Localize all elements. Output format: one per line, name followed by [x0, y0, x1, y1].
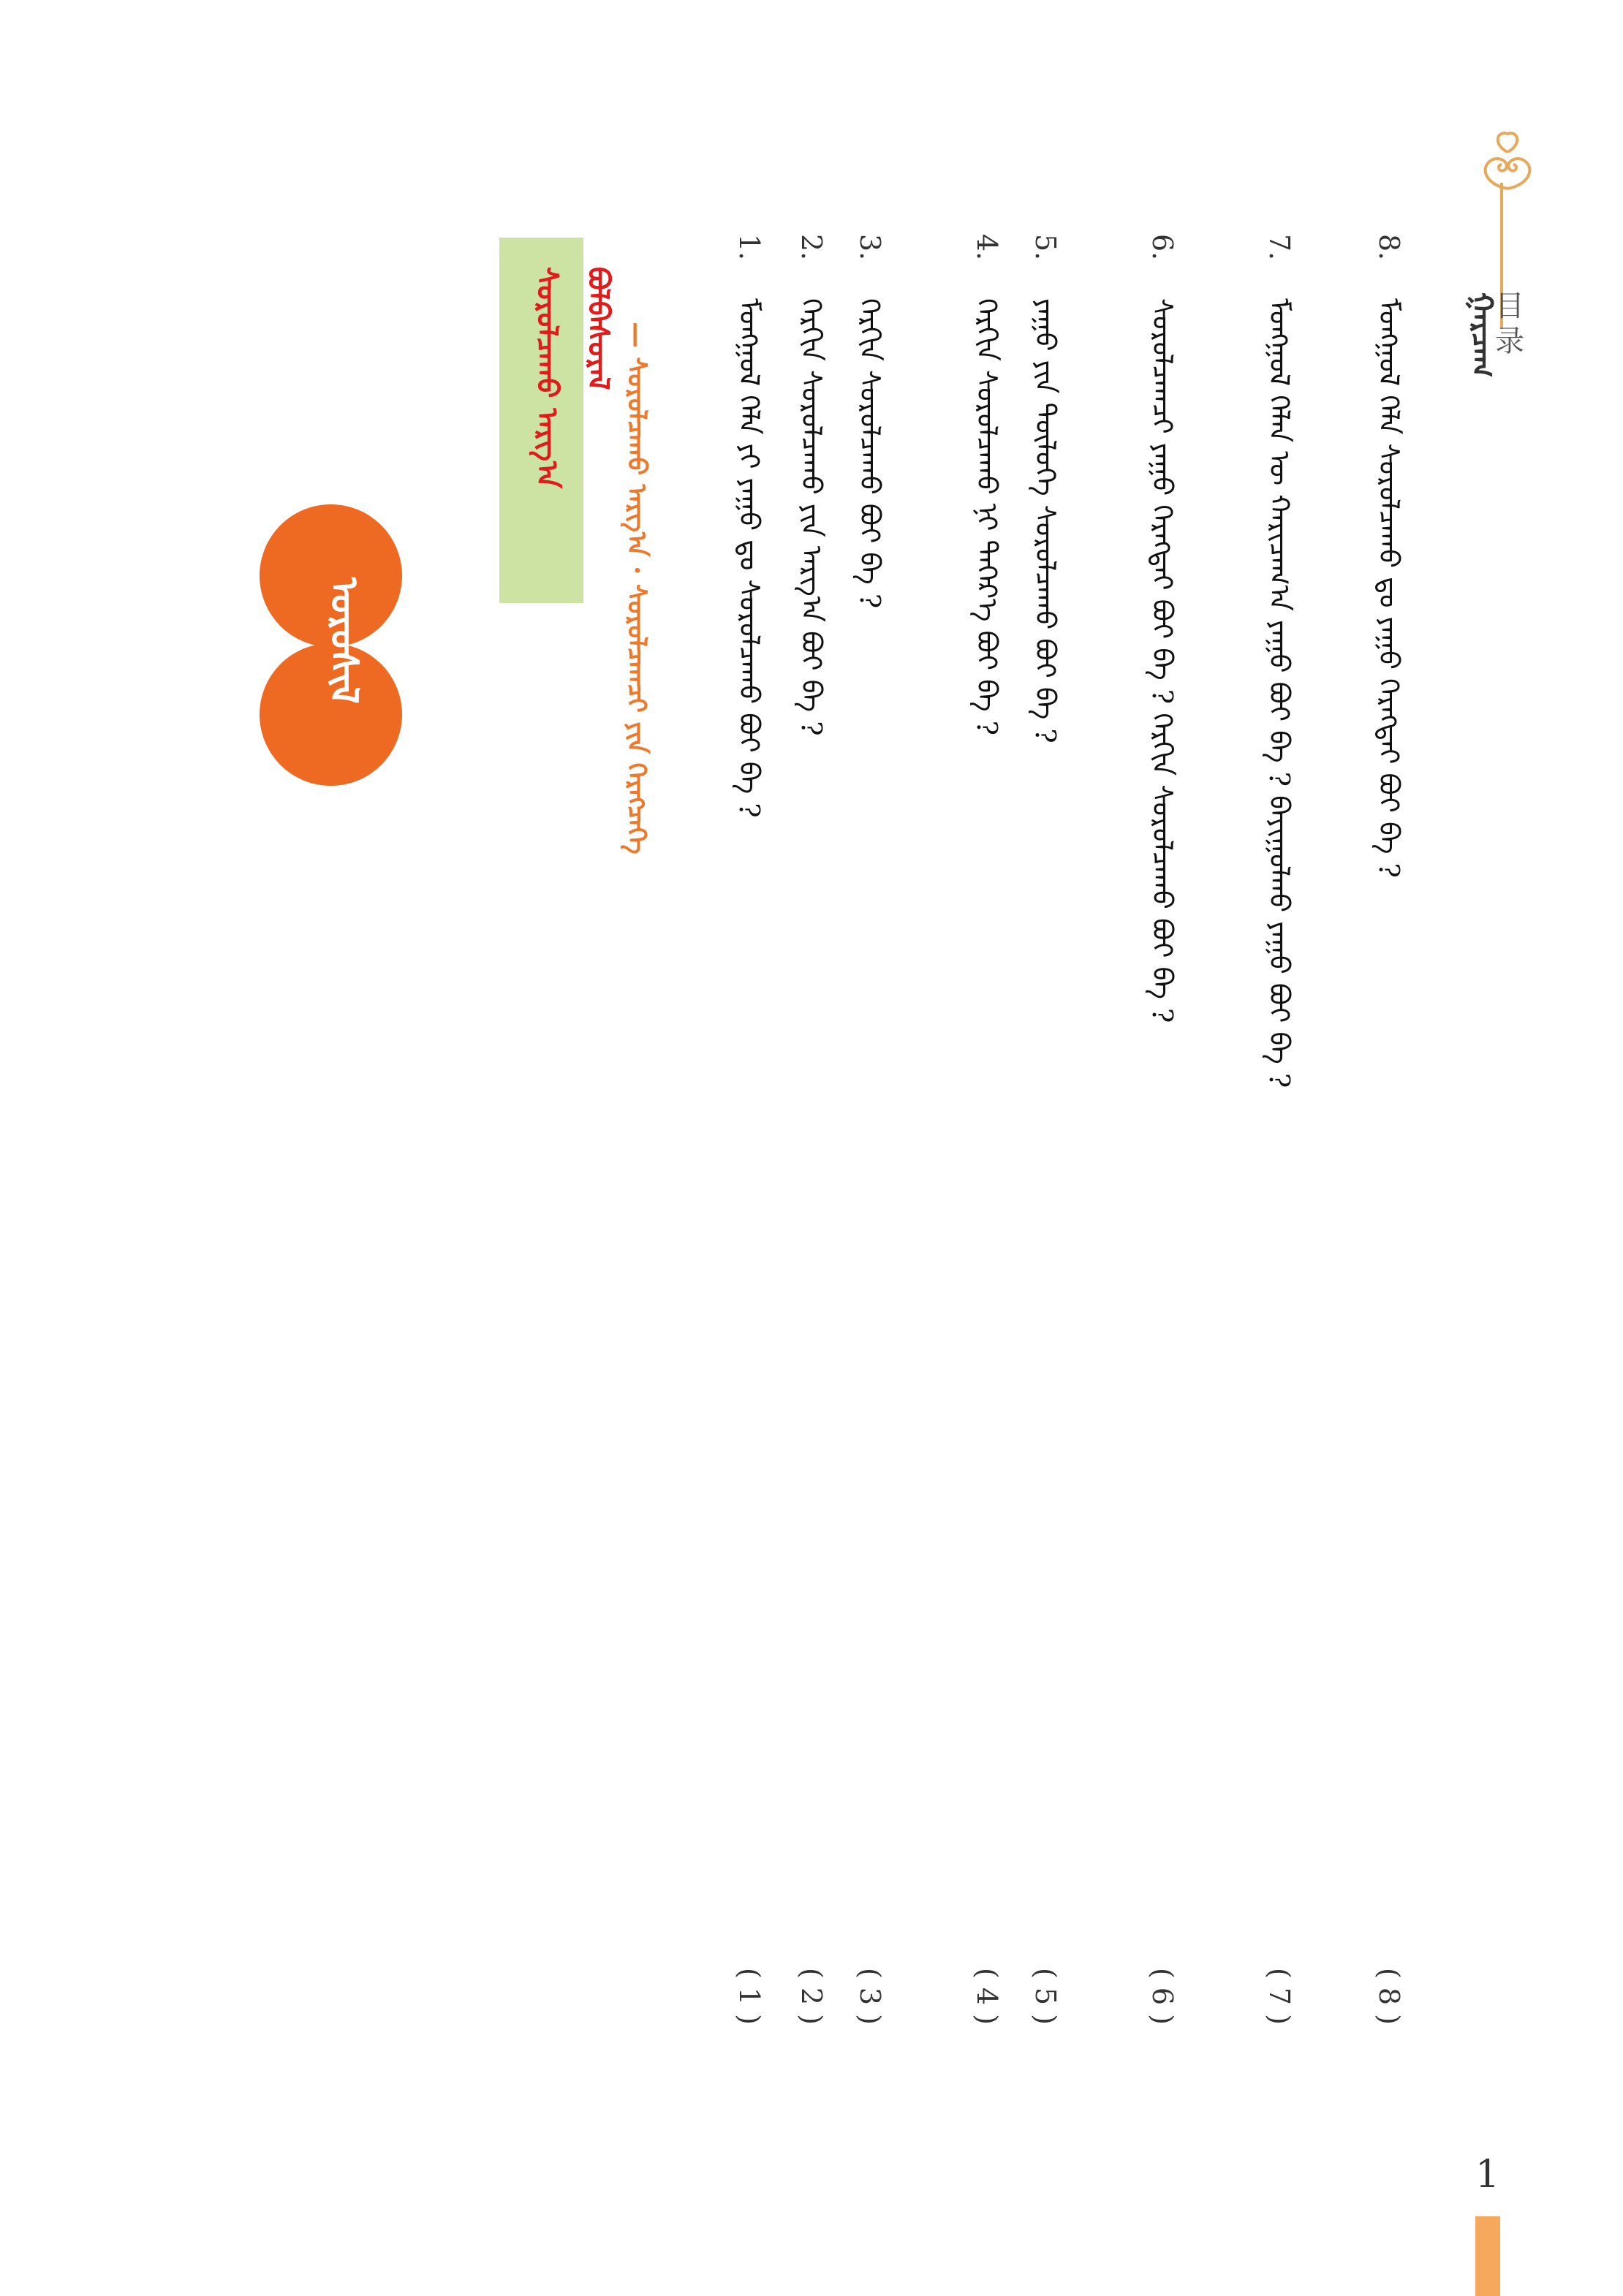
page-number: 1	[1475, 2153, 1500, 2197]
toc-number: 8.	[1373, 234, 1405, 261]
toc-entry[interactable]	[790, 234, 833, 2025]
toc-page-number: ( 4 )	[971, 1968, 1003, 2025]
toc-number: 2.	[795, 234, 828, 261]
toc-entry[interactable]	[1257, 234, 1301, 2025]
page-tab	[1475, 2216, 1500, 2296]
toc-title: ᠬᠡᠷᠬᠢᠨ ᠰᠤᠷᠤᠯᠴᠠᠬᠤ ᠶᠢᠨ ᠠᠷᠭ᠎ᠠ ᠪᠤᠢ ᠪᠡ ?	[795, 298, 828, 736]
toc-title: ᠮᠣᠩᠭᠣᠯ ᠬᠡᠯᠡ ᠰᠤᠷᠤᠯᠴᠠᠬᠤ ᠳᠤ ᠶᠠᠭᠤ ᠬᠡᠷᠡᠭᠲᠡᠢ ᠪᠤᠢ ᠪᠡ ?	[1373, 298, 1405, 879]
header-label-line1: 目	[1495, 289, 1524, 323]
header-label-line2: 录	[1495, 325, 1524, 358]
toc-number: 6.	[1146, 234, 1179, 261]
toc-page-number: ( 6 )	[1146, 1968, 1179, 2025]
toc-page-number: ( 2 )	[795, 1968, 828, 2025]
toc-entry[interactable]	[1140, 234, 1184, 2025]
section-subtitle: — ᠰᠤᠷᠤᠯᠴᠠᠬᠤ ᠠᠷᠭ᠎ᠠ · ᠰᠤᠷᠤᠯᠴᠠᠭᠴᠢ ᠶᠢᠨ ᠬᠡᠷᠡᠭᠴᠡᠭᠡ	[621, 322, 652, 855]
toc-title: ᠮᠣᠩᠭᠣᠯ ᠬᠡᠯᠡᠨ ᠦ ᠬᠠᠷᠢᠴᠠᠭ᠎ᠠ ᠶᠠᠭᠤ ᠪᠤᠢ ᠪᠡ ? ᠪᠠᠶᠢᠭᠤᠯᠬᠤ ᠶᠠᠭᠤ ᠪᠤᠢ ᠪᠡ ?	[1263, 298, 1295, 1088]
toc-title: ᠬᠡᠷᠬᠢᠨ ᠰᠤᠷᠤᠯᠴᠠᠬᠤ ᠪᠤᠢ ᠪᠡ ?	[854, 298, 886, 609]
toc-entry[interactable]	[1024, 234, 1067, 2025]
toc-page-number: ( 5 )	[1029, 1968, 1062, 2025]
toc-title: ᠬᠡᠷᠬᠢᠨ ᠰᠤᠷᠤᠯᠴᠠᠬᠤ ᠨᠢ ᠳᠡᠭᠡᠷ᠎ᠡ ᠪᠤᠢ ᠪᠡ ?	[971, 298, 1003, 736]
toc-page-number: ( 1 )	[733, 1968, 765, 2025]
toc-page-number: ( 7 )	[1263, 1968, 1295, 2025]
toc-title: ᠮᠣᠩᠭᠣᠯ ᠬᠡᠯᠡ ᠶᠢ ᠶᠠᠭᠤ ᠳᠤ ᠰᠤᠷᠤᠯᠴᠠᠬᠤ ᠪᠤᠢ ᠪᠡ ?	[733, 298, 765, 819]
ornament-icon	[1471, 123, 1544, 203]
toc-entry[interactable]	[1367, 234, 1411, 2025]
section-title: ᠰᠤᠷᠤᠯᠴᠠᠬᠤ ᠠᠷᠭ᠎ᠠ ᠪᠣᠯᠪᠠᠰᠤᠷᠠᠯ	[530, 267, 616, 489]
badge-label: ᠣᠷᠣᠰᠢᠯ	[322, 577, 366, 704]
header-mongolian-label: ᠭᠠᠷᠴᠠᠭ	[1465, 292, 1499, 378]
toc-number: 7.	[1263, 234, 1295, 261]
toc-number: 4.	[971, 234, 1003, 261]
chapter-badge	[260, 504, 406, 789]
toc-entry[interactable]	[848, 234, 892, 2025]
toc-entry[interactable]	[965, 234, 1009, 2025]
section-title-box	[499, 238, 616, 603]
toc-title: ᠰᠤᠷᠤᠯᠴᠠᠭᠴᠢ ᠶᠠᠭᠤ ᠬᠡᠷᠡᠭᠲᠡᠢ ᠪᠤᠢ ᠪᠡ ? ᠬᠡᠷᠬᠢᠨ ᠰᠤᠷᠤᠯᠴᠠᠬᠤ ᠪᠤᠢ ᠪᠡ ?	[1146, 298, 1179, 1023]
toc-page-number: ( 3 )	[854, 1968, 886, 2025]
toc-number: 3.	[854, 234, 886, 261]
toc-number: 5.	[1029, 234, 1062, 261]
toc-page-number: ( 8 )	[1373, 1968, 1405, 2025]
toc-entry[interactable]	[727, 234, 771, 2025]
toc-title: ᠶᠠᠭᠤ ᠶᠢᠨ ᠲᠥᠯᠥᠭᠡ ᠰᠤᠷᠤᠯᠴᠠᠬᠤ ᠪᠤᠢ ᠪᠡ ?	[1029, 298, 1062, 744]
toc-number: 1.	[733, 234, 765, 261]
